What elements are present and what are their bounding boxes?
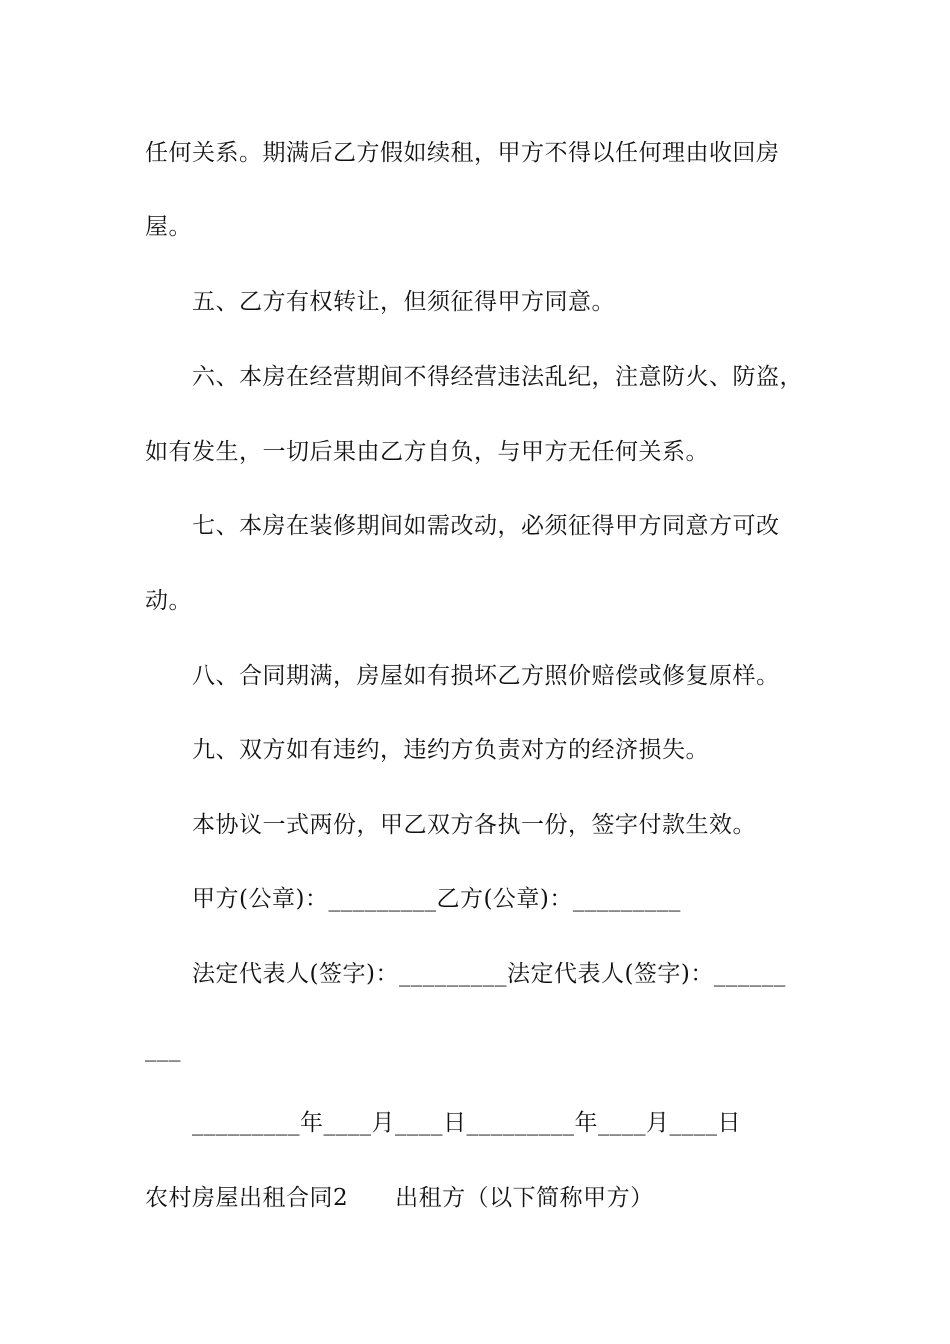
paragraph-line: 动。 bbox=[145, 588, 192, 614]
clause-six: 六、本房在经营期间不得经营违法乱纪，注意防火、防盗， bbox=[192, 364, 803, 390]
paragraph-line: 如有发生，一切后果由乙方自负，与甲方无任何关系。 bbox=[145, 439, 709, 465]
legal-rep-signature-line: 法定代表人(签字)：_________法定代表人(签字)：______ bbox=[192, 961, 786, 987]
paragraph-line: 屋。 bbox=[145, 214, 192, 240]
next-contract-heading: 农村房屋出租合同2 出租方（以下简称甲方） bbox=[145, 1185, 654, 1211]
clause-seven: 七、本房在装修期间如需改动，必须征得甲方同意方可改 bbox=[192, 513, 780, 539]
agreement-copies: 本协议一式两份，甲乙双方各执一份，签字付款生效。 bbox=[192, 812, 756, 838]
clause-five: 五、乙方有权转让，但须征得甲方同意。 bbox=[192, 289, 615, 315]
party-seal-line: 甲方(公章)：_________乙方(公章)：_________ bbox=[192, 886, 681, 912]
date-line: _________年____月____日_________年____月____日 bbox=[192, 1110, 741, 1136]
clause-eight: 八、合同期满，房屋如有损坏乙方照价赔偿或修复原样。 bbox=[192, 663, 780, 689]
clause-nine: 九、双方如有违约，违约方负责对方的经济损失。 bbox=[192, 737, 709, 763]
paragraph-line: 任何关系。期满后乙方假如续租，甲方不得以任何理由收回房 bbox=[145, 140, 780, 166]
signature-line-continuation: ___ bbox=[145, 1036, 181, 1062]
